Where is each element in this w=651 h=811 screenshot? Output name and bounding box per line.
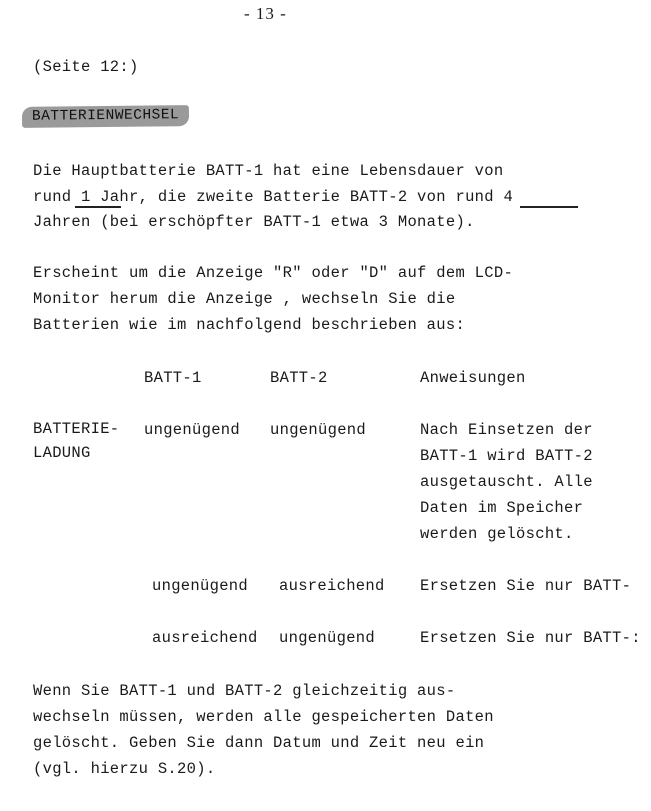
row3-batt2: ungenügend bbox=[279, 629, 376, 647]
page-number: - 13 - bbox=[244, 4, 287, 23]
row2-batt1: ungenügend bbox=[152, 577, 249, 595]
para3-line2: wechseln müssen, werden alle gespeicherten Daten bbox=[33, 708, 494, 726]
para3-line1: Wenn Sie BATT-1 und BATT-2 gleichzeitig aus- bbox=[33, 682, 456, 700]
para1-line1: Die Hauptbatterie BATT-1 hat eine Lebensdauer von bbox=[33, 162, 504, 180]
underline-1-jahr bbox=[75, 206, 121, 208]
row3-batt1: ausreichend bbox=[152, 629, 258, 647]
para2-line1: Erscheint um die Anzeige "R" oder "D" auf dem LCD- bbox=[33, 264, 514, 282]
section-title: BATTERIENWECHSEL bbox=[22, 105, 189, 128]
row1-batt1: ungenügend bbox=[144, 421, 241, 439]
header-batt2: BATT-2 bbox=[270, 369, 328, 387]
row1-instruction-line4: Daten im Speicher bbox=[420, 499, 584, 517]
row-label-line2: LADUNG bbox=[33, 444, 91, 462]
row1-instruction-line3: ausgetauscht. Alle bbox=[420, 473, 593, 491]
row1-instruction-line2: BATT-1 wird BATT-2 bbox=[420, 447, 593, 465]
para1-line2: rund 1 Jahr, die zweite Batterie BATT-2 von rund 4 bbox=[33, 188, 514, 206]
row-label-line1: BATTERIE- bbox=[33, 420, 120, 438]
row2-instruction: Ersetzen Sie nur BATT- bbox=[420, 577, 632, 595]
row1-instruction-line1: Nach Einsetzen der bbox=[420, 421, 593, 439]
row1-instruction-line5: werden gelöscht. bbox=[420, 525, 574, 543]
underline-4 bbox=[520, 206, 578, 208]
header-batt1: BATT-1 bbox=[144, 369, 202, 387]
para3-line3: gelöscht. Geben Sie dann Datum und Zeit neu ein bbox=[33, 734, 485, 752]
row2-batt2: ausreichend bbox=[279, 577, 385, 595]
para2-line3: Batterien wie im nachfolgend beschrieben aus: bbox=[33, 316, 466, 334]
page-reference: (Seite 12:) bbox=[33, 58, 139, 76]
para1-line3: Jahren (bei erschöpfter BATT-1 etwa 3 Monate). bbox=[33, 213, 475, 231]
para3-line4: (vgl. hierzu S.20). bbox=[33, 760, 216, 778]
row3-instruction: Ersetzen Sie nur BATT-: bbox=[420, 629, 641, 647]
para2-line2: Monitor herum die Anzeige , wechseln Sie die bbox=[33, 290, 456, 308]
row1-batt2: ungenügend bbox=[270, 421, 367, 439]
header-instructions: Anweisungen bbox=[420, 369, 526, 387]
